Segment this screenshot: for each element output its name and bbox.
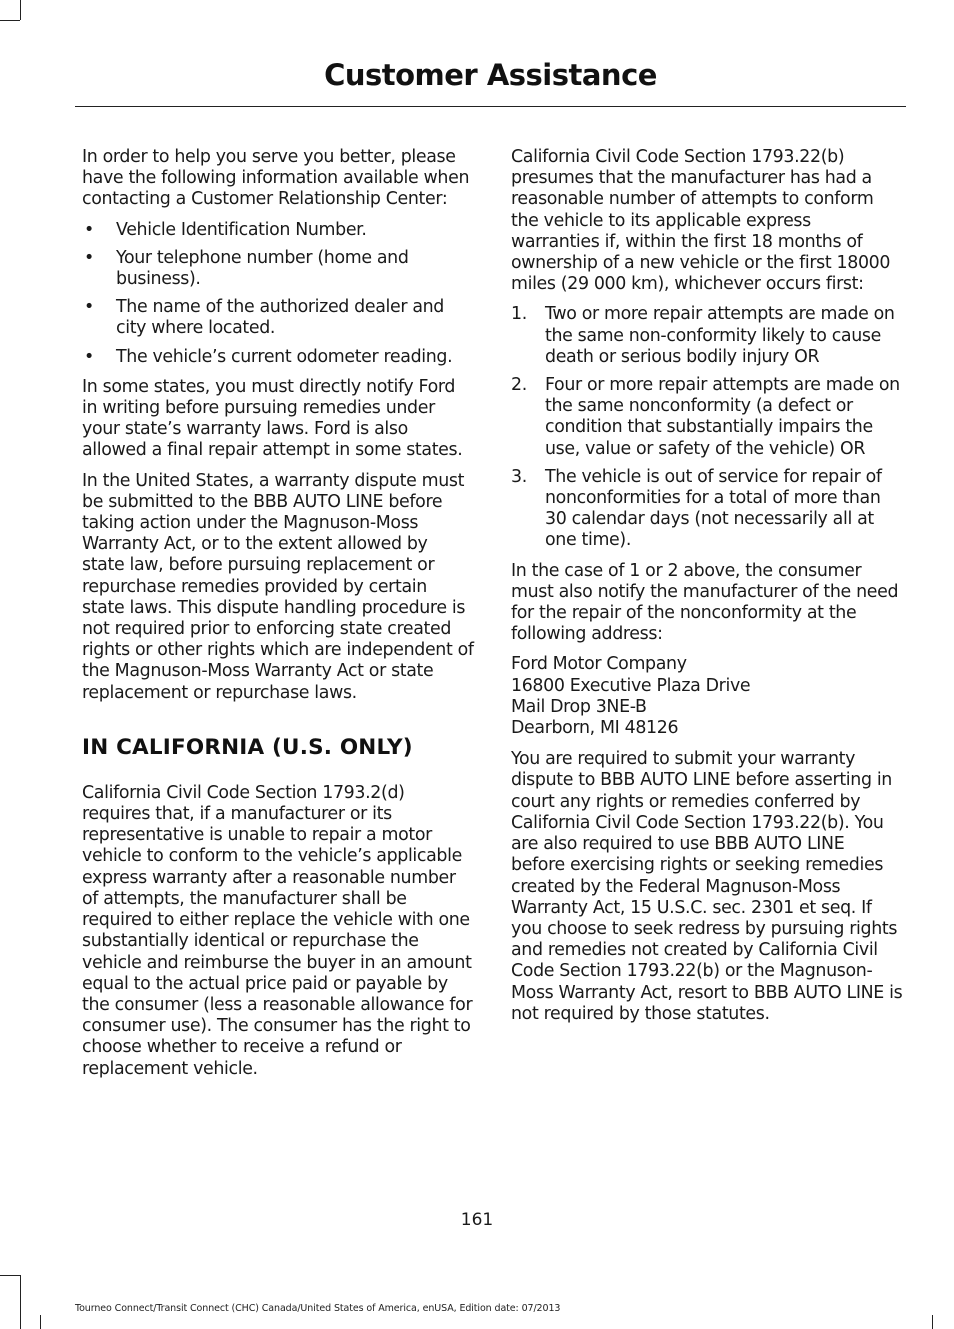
bullet-icon: •	[84, 297, 94, 318]
bullet-icon: •	[84, 247, 94, 268]
states-paragraph: In some states, you must directly notify Ford in writing before pursuing remedies under your state’s warranty laws. Ford is also allowed a final repair attempt in some states.	[82, 376, 463, 461]
edition-footer: Tourneo Connect/Transit Connect (CHC) Canada/United States of America, enUSA, Edition date: 07/2013	[75, 1303, 561, 1314]
item-number: 2.	[511, 375, 527, 396]
page-title: Customer Assistance	[324, 58, 657, 92]
list-item: • The name of the authorized dealer and city where located.	[84, 297, 444, 339]
address-line: 16800 Executive Plaza Drive	[511, 675, 751, 696]
us-paragraph: In the United States, a warranty dispute must be submitted to the BBB AUTO LINE before taking action under the Magnuson-Moss Warranty Act, or to the extent allowed by state law, before pursuing replacement or repurchase remedies provided by certain state laws. This dispute handling procedure is not required prior to enforcing state created rights or other rights which are independent of the Magnuson-Moss Warranty Act or state replacement or repurchase laws.	[82, 470, 474, 703]
address-line: Mail Drop 3NE-B	[511, 696, 647, 717]
page-number: 161	[460, 1210, 494, 1230]
item-number: 3.	[511, 466, 527, 487]
address-line: Ford Motor Company	[511, 654, 687, 675]
required-paragraph: You are required to submit your warranty dispute to BBB AUTO LINE before asserting in court any rights or remedies conferred by California Civil Code Section 1793.22(b). You are also required to use BBB AUTO LINE before exercising rights or seeking remedies created by the Federal Magnuson-Moss Warranty Act, 15 U.S.C. sec. 2301 et seq. If you choose to seek redress by pursuing rights and remedies not created by California Civil Code Section 1793.22(b) or the Magnuson-Moss Warranty Act, resort to BBB AUTO LINE is not required by those statutes.	[511, 749, 903, 1024]
list-item: 1. Two or more repair attempts are made on the same non-conformity likely to cause death or serious bodily injury OR	[511, 304, 895, 367]
left-column	[82, 147, 474, 1089]
intro-paragraph: In order to help you serve you better, please have the following information available when contacting a Customer Relationship Center:	[82, 147, 470, 210]
bullet-icon: •	[84, 346, 94, 367]
crop-mark	[932, 1315, 933, 1329]
mailing-address	[511, 654, 903, 739]
list-item: 3. The vehicle is out of service for repair of nonconformities for a total of more than 30 calendar days (not necessarily all at one time).	[511, 466, 882, 551]
california-paragraph: California Civil Code Section 1793.2(d) requires that, if a manufacturer or its representative is unable to repair a motor vehicle to conform to the vehicle’s applicable express warranty after a reasonable number of attempts, the manufacturer shall be required to either replace the vehicle with one substantially identical or repurchase the vehicle and reimburse the buyer in an amount equal to the actual price paid or payable by the consumer (less a reasonable allowance for consumer use). The consumer has the right to choose whether to receive a refund or replacement vehicle.	[82, 782, 473, 1079]
crop-mark	[20, 0, 21, 20]
bullet-icon: •	[84, 219, 94, 240]
right-column	[511, 147, 903, 1034]
address-line: Dearborn, MI 48126	[511, 718, 679, 739]
case-paragraph: In the case of 1 or 2 above, the consumer must also notify the manufacturer of the need for the repair of the nonconformity at the following address:	[511, 560, 899, 645]
list-item: 2. Four or more repair attempts are made on the same nonconformity (a defect or condition that substantially impairs the use, value or safety of the vehicle) OR	[511, 375, 900, 459]
list-item: • The vehicle’s current odometer reading.	[84, 346, 453, 367]
list-item: • Vehicle Identification Number.	[84, 219, 367, 240]
crop-mark	[0, 1275, 20, 1276]
info-list	[82, 220, 474, 368]
presumes-paragraph: California Civil Code Section 1793.22(b) presumes that the manufacturer has had a reasonable number of attempts to conform the vehicle to its applicable express warranties if, within the first 18 months of ownership of a new vehicle or the first 18000 miles (29 000 km), whichever occurs first:	[511, 147, 891, 295]
title-divider	[75, 106, 906, 107]
crop-mark	[0, 20, 20, 21]
crop-mark	[40, 1315, 41, 1329]
crop-mark	[20, 1275, 21, 1329]
section-heading: IN CALIFORNIA (U.S. ONLY)	[82, 734, 413, 760]
list-item: • Your telephone number (home and business).	[84, 247, 409, 290]
conditions-list	[511, 304, 903, 551]
item-number: 1.	[511, 304, 527, 325]
